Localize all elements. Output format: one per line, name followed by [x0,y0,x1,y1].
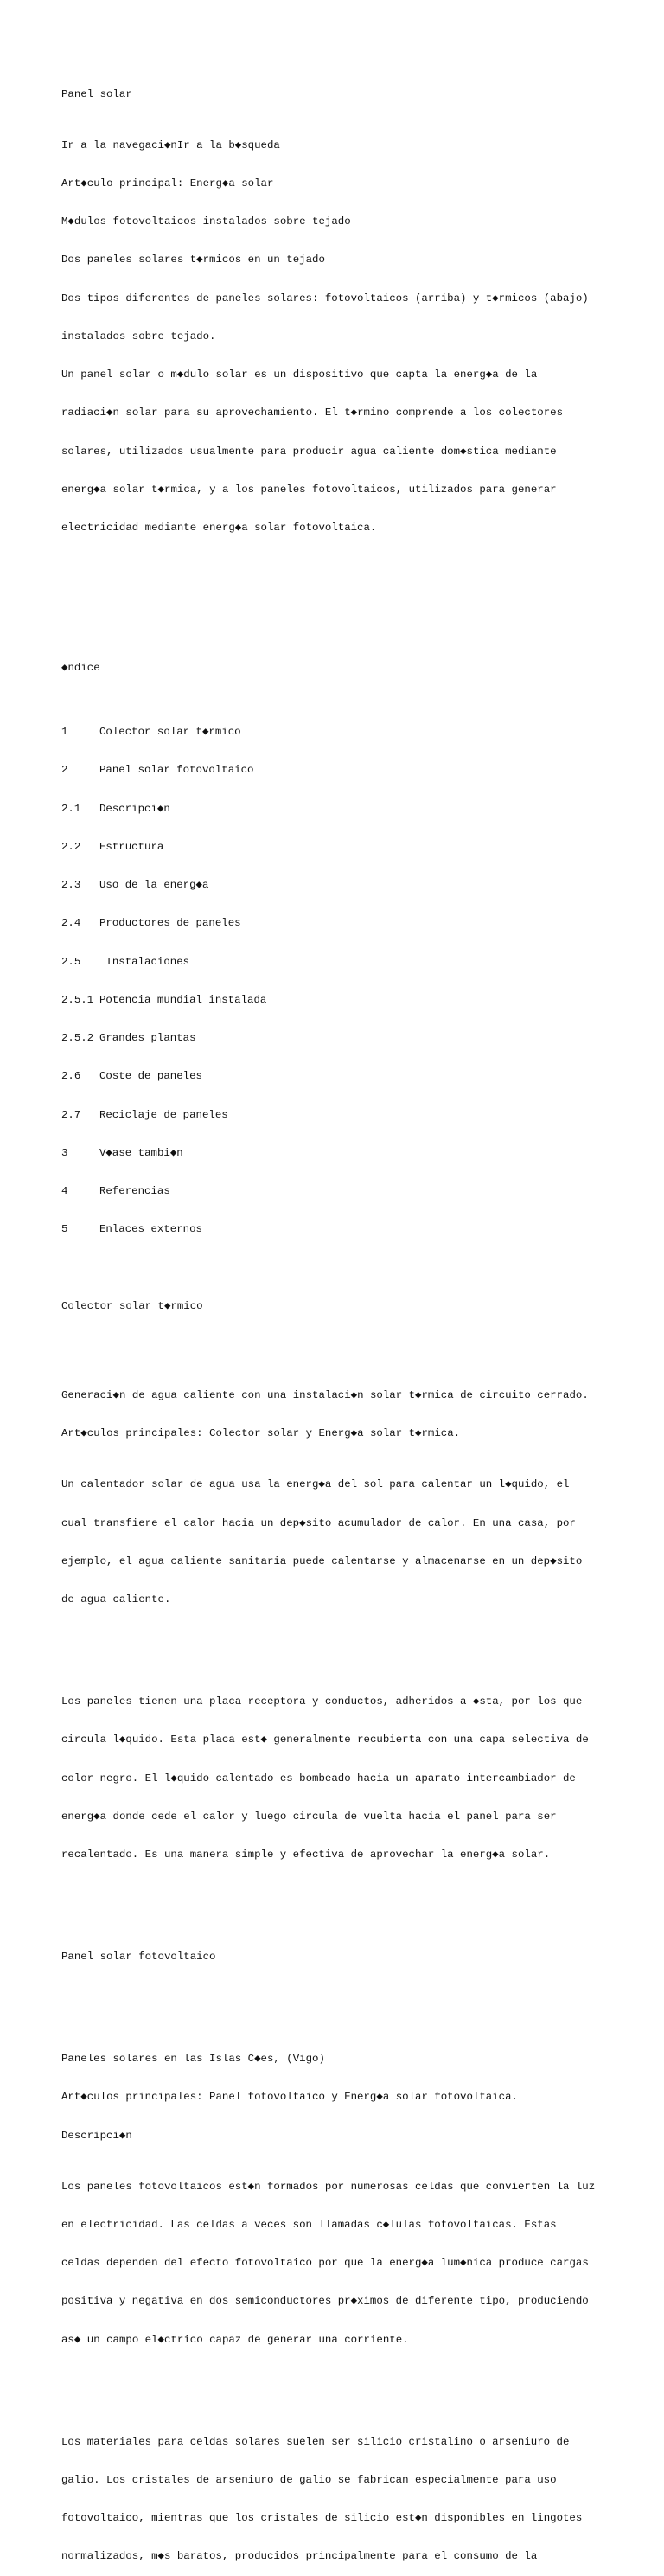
table-of-contents [61,701,615,1262]
image-caption: Generaci◆n de agua caliente con una instalaci◆n solar t◆rmica de circuito cerrado. [61,1389,589,1401]
toc-label: Referencias [99,1185,170,1197]
toc-number: 2 [61,764,68,777]
text-line: Art◆culo principal: Energ◆a solar [61,176,274,189]
toc-number: 5 [61,1223,68,1236]
toc-number: 2.4 [61,917,81,930]
toc-number: 4 [61,1185,68,1197]
toc-label: Productores de paneles [99,917,241,930]
toc-number: 2.5 [61,955,81,968]
toc-label: Uso de la energ◆a [99,879,209,891]
toc-number: 2.6 [61,1070,81,1083]
toc-item[interactable] [61,917,615,930]
document-page [61,62,615,2576]
toc-number: 3 [61,1146,68,1159]
toc-number: 2.1 [61,802,81,815]
toc-item[interactable] [61,841,615,854]
toc-label: Coste de paneles [99,1070,202,1083]
section-heading: Colector solar t◆rmico [61,1299,203,1312]
text-line: instalados sobre tejado. [61,330,216,343]
text-line: positiva y negativa en dos semiconductores pr◆ximos de diferente tipo, produciendo [61,2295,589,2308]
text-line: normalizados, m◆s baratos, producidos principalmente para el consumo de la [61,2550,538,2563]
text-line: M◆dulos fotovoltaicos instalados sobre tejado [61,215,351,227]
toc-item[interactable] [61,994,615,1007]
text-line: electricidad mediante energ◆a solar fotovoltaica. [61,522,377,534]
toc-item[interactable] [61,1185,615,1198]
text-line: color negro. El l◆quido calentado es bombeado hacia un aparato intercambiador de [61,1772,576,1785]
main-articles-note: Art◆culos principales: Colector solar y Energ◆a solar t◆rmica. [61,1427,461,1440]
toc-item[interactable] [61,1109,615,1122]
text-line: de agua caliente. [61,1593,171,1605]
toc-item[interactable] [61,726,615,739]
toc-item[interactable] [61,956,615,969]
toc-number: 1 [61,726,68,738]
toc-label: V◆ase tambi◆n [99,1146,183,1159]
toc-number: 2.3 [61,879,81,891]
text-line: fotovoltaico, mientras que los cristales de silicio est◆n disponibles en lingotes [61,2512,583,2524]
text-line: energ◆a solar t◆rmica, y a los paneles fotovoltaicos, utilizados para generar [61,483,557,496]
text-line: Los paneles fotovoltaicos est◆n formados por numerosas celdas que convierten la luz [61,2180,596,2193]
image-caption: Paneles solares en las Islas C◆es, (Vigo) [61,2053,325,2065]
text-line: celdas dependen del efecto fotovoltaico por que la energ◆a lum◆nica produce cargas [61,2257,589,2269]
toc-number: 2.2 [61,840,81,853]
text-line: energ◆a donde cede el calor y luego circula de vuelta hacia el panel para ser [61,1810,557,1823]
toc-label: Reciclaje de paneles [99,1108,228,1121]
toc-item[interactable] [61,764,615,777]
page-title: Panel solar [61,87,132,100]
main-articles-note: Art◆culos principales: Panel fotovoltaico y Energ◆a solar fotovoltaica. [61,2091,518,2104]
toc-item[interactable] [61,1032,615,1045]
text-line: Un panel solar o m◆dulo solar es un dispositivo que capta la energ◆a de la [61,368,538,381]
text-line: Los paneles tienen una placa receptora y conductos, adheridos a ◆sta, por los que [61,1695,583,1708]
text-line: cual transfiere el calor hacia un dep◆sito acumulador de calor. En una casa, por [61,1516,576,1529]
text-line: recalentado. Es una manera simple y efectiva de aprovechar la energ◆a solar. [61,1849,551,1861]
toc-item[interactable] [61,879,615,892]
toc-item[interactable] [61,1223,615,1236]
subsection-heading: Descripci◆n [61,2129,132,2142]
toc-label: Instalaciones [99,955,190,968]
text-line: Dos tipos diferentes de paneles solares: fotovoltaicos (arriba) y t◆rmicos (abajo) [61,292,589,304]
toc-number: 2.7 [61,1108,81,1121]
toc-label: Potencia mundial instalada [99,993,267,1006]
toc-item[interactable] [61,803,615,816]
text-line: circula l◆quido. Esta placa est◆ generalmente recubierta con una capa selectiva de [61,1733,589,1746]
toc-item[interactable] [61,1147,615,1160]
toc-number: 2.5.1 [61,993,94,1006]
toc-heading: ◆ndice [61,662,100,675]
toc-number: 2.5.2 [61,1032,94,1044]
toc-label: Colector solar t◆rmico [99,726,241,738]
toc-label: Enlaces externos [99,1223,202,1236]
section-heading: Panel solar fotovoltaico [61,1951,216,1963]
text-line: ejemplo, el agua caliente sanitaria puede calentarse y almacenarse en un dep◆sito [61,1554,583,1567]
toc-item[interactable] [61,1070,615,1083]
toc-label: Panel solar fotovoltaico [99,764,254,777]
text-line: solares, utilizados usualmente para producir agua caliente dom◆stica mediante [61,445,557,458]
toc-label: Estructura [99,840,164,853]
text-line: en electricidad. Las celdas a veces son llamadas c◆lulas fotovoltaicas. Estas [61,2218,557,2231]
toc-label: Grandes plantas [99,1032,196,1044]
text-line: Ir a la navegaci◆nIr a la b◆squeda [61,138,280,151]
toc-label: Descripci◆n [99,802,170,815]
text-line: Los materiales para celdas solares suelen ser silicio cristalino o arseniuro de [61,2435,570,2448]
text-line: Dos paneles solares t◆rmicos en un tejado [61,253,325,266]
text-line: galio. Los cristales de arseniuro de galio se fabrican especialmente para uso [61,2473,557,2486]
text-line: Un calentador solar de agua usa la energ◆a del sol para calentar un l◆quido, el [61,1478,570,1491]
text-line: as◆ un campo el◆ctrico capaz de generar una corriente. [61,2333,409,2346]
text-line: radiaci◆n solar para su aprovechamiento. El t◆rmino comprende a los colectores [61,407,564,420]
